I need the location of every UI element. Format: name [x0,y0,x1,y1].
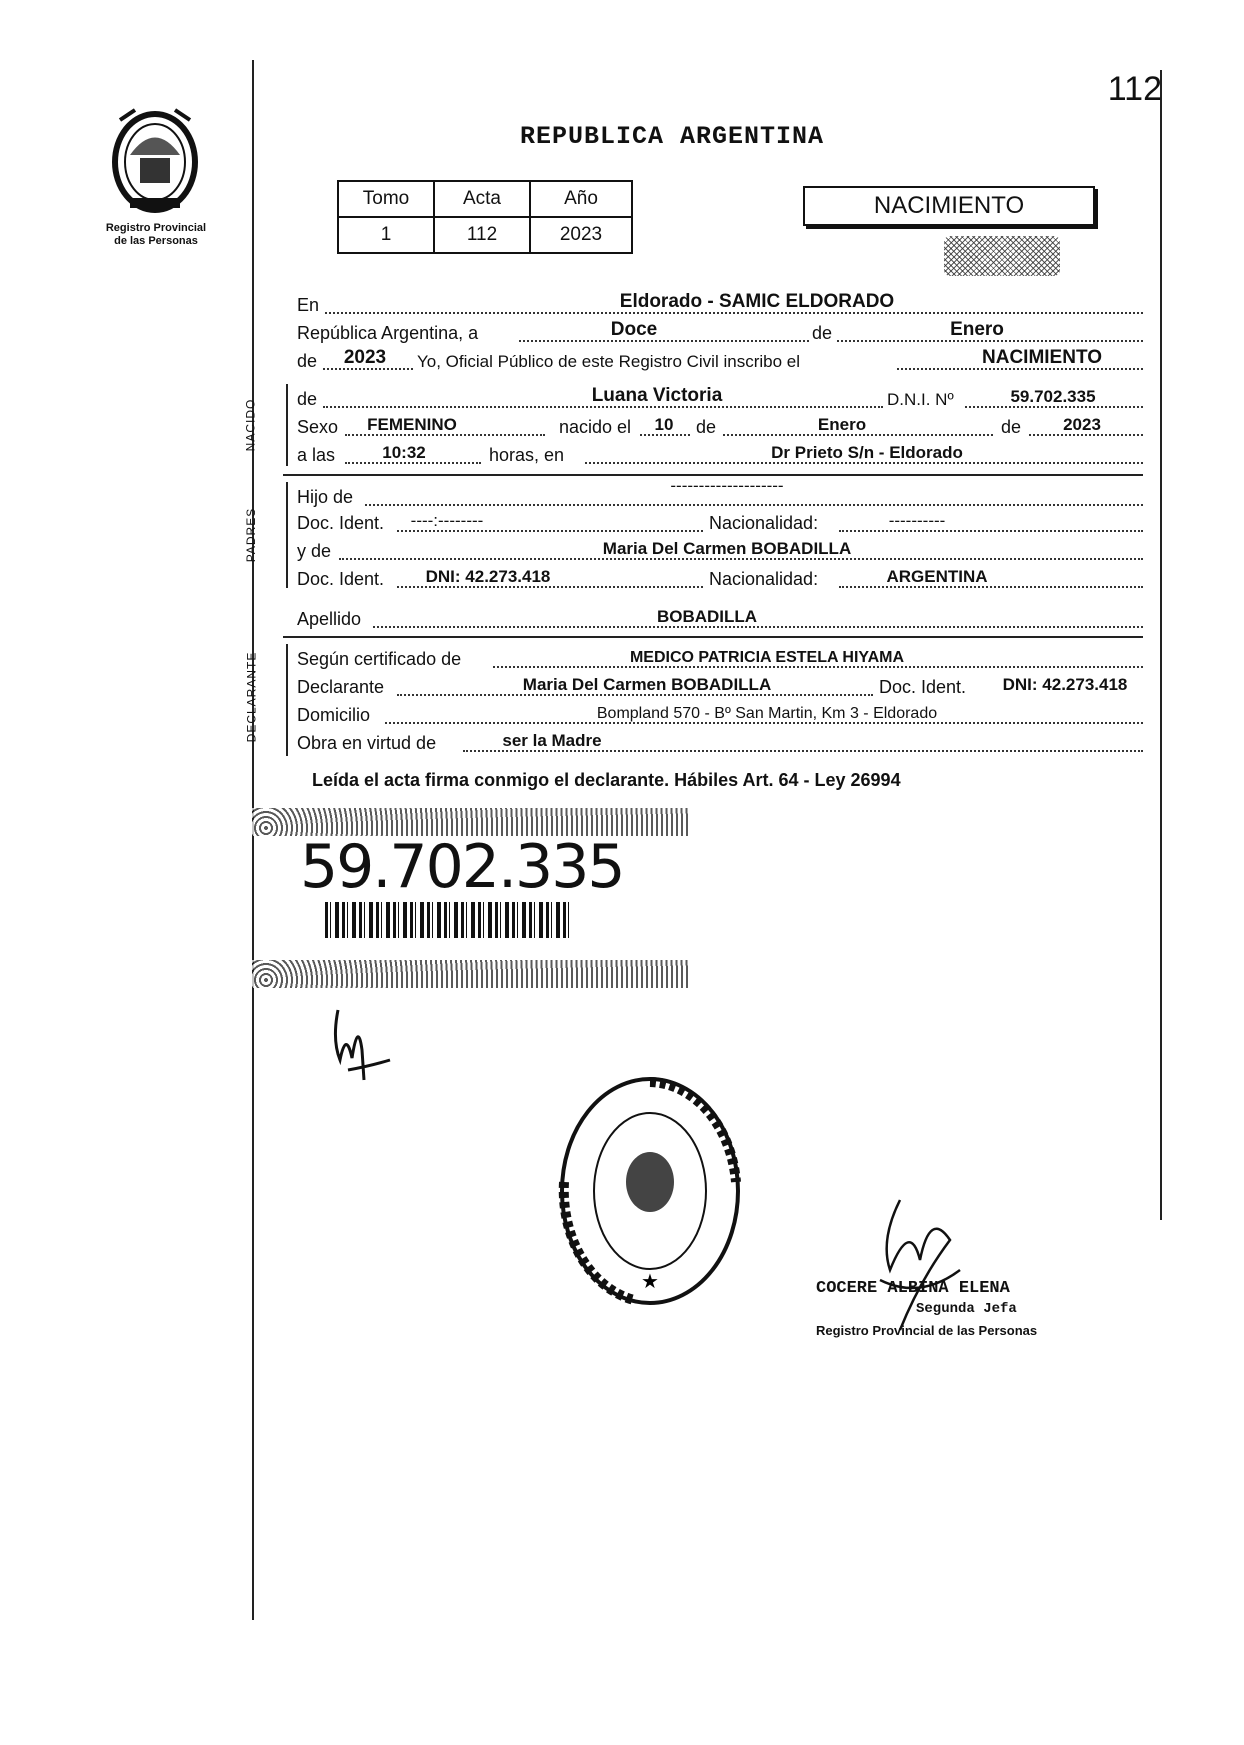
row-year-statement [297,346,1143,372]
label-republica: República Argentina, a [297,323,479,343]
value-day: Doce [610,319,658,340]
registrar-signature [330,1000,400,1090]
issuer-line-1: Registro Provincial [105,222,207,234]
margin-line [252,60,254,1620]
label-de: de [812,323,833,343]
value-mother-doc: DNI: 42.273.418 [425,567,551,586]
row-en [297,290,1143,316]
label-dni: D.N.I. Nº [887,390,954,409]
row-nacido-hora [297,440,1143,466]
separator-2 [283,636,1143,638]
row-republica [297,318,1143,344]
official-office: Registro Provincial de las Personas [816,1323,1038,1338]
label-de-3: de [1001,417,1022,437]
page-number: 112 [1107,70,1162,108]
label-de2: de [297,351,318,371]
section-declarante: DECLARANTE [244,651,259,743]
value-mother: Maria Del Carmen BOBADILLA [602,539,852,558]
value-sexo: FEMENINO [367,415,457,434]
official-block [816,1278,1037,1341]
label-certificado: Según certificado de [297,649,462,669]
issuer-line-2: de las Personas [114,235,198,247]
table-header-ano: Año [530,181,632,217]
document-type-box: NACIMIENTO [803,186,1095,226]
right-margin-line [1160,70,1162,1220]
value-birth-place: Dr Prieto S/n - Eldorado [771,443,963,462]
value-father: -------------------- [670,476,784,495]
official-seal [556,1072,744,1310]
label-doc-3: Doc. Ident. [879,677,967,697]
label-nacionalidad: Nacionalidad: [709,513,819,533]
value-obra: ser la Madre [502,731,602,750]
table-value-acta: 112 [434,217,530,253]
dni-number-large: 59.702.335 [300,832,624,902]
record-table [337,180,633,254]
value-birth-month: Enero [817,415,867,434]
label-obra: Obra en virtud de [297,733,437,753]
row-declarante [297,672,1143,698]
label-doc-2: Doc. Ident. [297,569,385,589]
row-padre-doc [297,508,1143,534]
table-header-tomo: Tomo [338,181,434,217]
value-certificado: MEDICO PATRICIA ESTELA HIYAMA [629,649,905,666]
row-madre [297,536,1143,562]
issuer-caption [86,222,226,248]
label-doc: Doc. Ident. [297,513,385,533]
country-title: REPUBLICA ARGENTINA [520,122,825,151]
label-apellido: Apellido [297,609,362,629]
row-padre [297,476,1143,508]
row-obra [297,728,1143,754]
statement-text: Yo, Oficial Público de este Registro Civil inscribo el [417,352,800,371]
value-apellido: BOBADILLA [656,607,758,626]
official-role: Segunda Jefa [916,1301,1017,1317]
value-child-name: Luana Victoria [591,385,723,406]
section-nacido: NACIDO [243,398,258,452]
value-mother-nat: ARGENTINA [886,567,988,586]
value-inscription: NACIMIENTO [982,347,1102,368]
table-value-tomo: 1 [338,217,434,253]
value-birth-year: 2023 [1063,415,1101,434]
table-value-ano: 2023 [530,217,632,253]
row-apellido [297,604,1143,630]
value-child-dni: 59.702.335 [1010,387,1096,406]
value-declarante: Maria Del Carmen BOBADILLA [522,675,772,694]
label-horas: horas, en [489,445,565,465]
label-alas: a las [297,445,336,465]
official-name: COCERE ALBINA ELENA [816,1279,1010,1298]
label-nacido: nacido el [559,417,632,437]
value-birth-day: 10 [654,415,674,434]
row-certificado [297,644,1143,670]
value-place: Eldorado - SAMIC ELDORADO [619,291,895,312]
security-stamp [944,236,1060,276]
label-declarante: Declarante [297,677,385,697]
label-nacionalidad-2: Nacionalidad: [709,569,819,589]
barcode [325,902,570,938]
table-header-acta: Acta [434,181,530,217]
row-domicilio [297,700,1143,726]
closing-statement: Leída el acta firma conmigo el declarante. Hábiles Art. 64 - Ley 26994 [312,770,901,790]
row-madre-doc [297,564,1143,590]
label-hijo: Hijo de [297,487,354,507]
value-domicilio: Bompland 570 - Bº San Martin, Km 3 - Eldorado [596,705,938,722]
label-yde: y de [297,541,332,561]
value-birth-time: 10:32 [382,443,426,462]
value-father-nat: ---------- [888,511,946,530]
value-month: Enero [950,319,1004,340]
label-en: En [297,295,320,315]
label-domicilio: Domicilio [297,705,371,725]
label-de: de [297,389,318,409]
row-nacido-name [297,384,1143,410]
provincial-coat-of-arms-logo [100,100,210,220]
row-nacido-sexo [297,412,1143,438]
section-padres: PADRES [244,507,259,563]
svg-text:★: ★ [641,1269,659,1293]
security-band-bottom [252,960,688,988]
value-declarante-doc: DNI: 42.273.418 [1002,675,1128,694]
label-sexo: Sexo [297,417,339,437]
value-year: 2023 [343,347,387,368]
value-father-doc: ----:-------- [410,511,484,530]
label-de-2: de [696,417,717,437]
